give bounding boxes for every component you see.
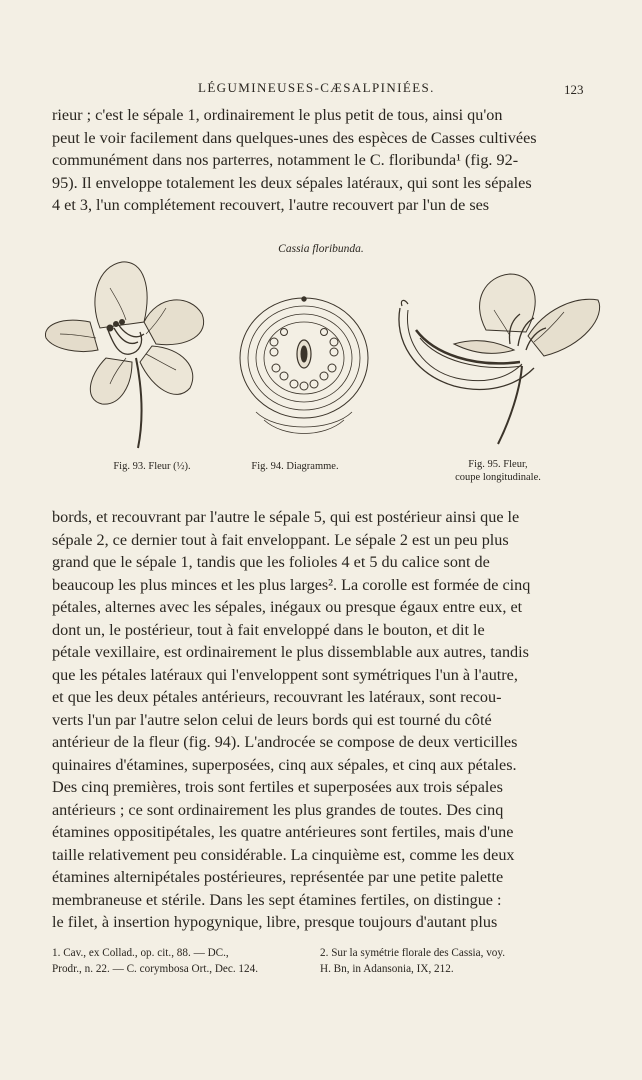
running-head: LÉGUMINEUSES-CÆSALPINIÉES. [198, 80, 435, 95]
text-line: 4 et 3, l'un complétement recouvert, l'autre recouvert par l'un de ses [52, 196, 490, 214]
page-header [0, 80, 642, 100]
footnote-line: 2. Sur la symétrie florale des Cassia, voy. [320, 947, 506, 959]
flower-section-illustration [394, 270, 608, 446]
text-line: peut le voir facilement dans quelques-unes des espèces de Casses cultivées [52, 128, 537, 147]
fig93-caption: Fig. 93. Fleur (½). [113, 461, 191, 472]
footnote-line: H. Bn, in Adansonia, IX, 212. [320, 963, 454, 975]
text-line: beaucoup les plus minces et les plus larges². La corolle est formée de cinq [52, 575, 531, 594]
floral-diagram-illustration [236, 292, 372, 448]
text-line: quinaires d'étamines, superposées, cinq aux sépales, et cinq aux pétales. [52, 755, 517, 774]
text-line: antérieurs ; ce sont ordinairement les plus grandes de toutes. Des cinq [52, 800, 504, 819]
text-line: étamines alternipétales postérieures, représentée par une petite palette [52, 868, 504, 886]
paragraph-top [52, 104, 588, 217]
footnote-2 [320, 945, 588, 977]
text-line: rieur ; c'est le sépale 1, ordinairement le plus petit de tous, ainsi qu'on [52, 106, 503, 124]
text-line: membraneuse et stérile. Dans les sept étamines fertiles, on distingue : [52, 890, 502, 909]
text-line: pétale vexillaire, est ordinairement le plus dissemblable aux autres, tandis [52, 643, 529, 661]
figure-title: Cassia floribunda. [278, 243, 364, 255]
paragraph-main [52, 506, 588, 934]
fig95-caption-line: coupe longitudinale. [455, 472, 541, 483]
text-line: que les pétales latéraux qui l'enveloppent sont symétriques l'un à l'autre, [52, 665, 518, 684]
footnotes [52, 945, 588, 979]
text-line: grand que le sépale 1, tandis que les folioles 4 et 5 du calice sont de [52, 553, 490, 571]
text-line: bords, et recouvrant par l'autre le sépale 5, qui est postérieur ainsi que le [52, 508, 520, 526]
text-line: taille relativement peu considérable. La cinquième est, comme les deux [52, 845, 515, 864]
text-line: étamines oppositipétales, les quatre antérieures sont fertiles, mais d'une [52, 823, 514, 841]
text-line: Des cinq premières, trois sont fertiles et superposées aux trois sépales [52, 778, 503, 796]
text-line: 95). Il enveloppe totalement les deux sépales latéraux, qui sont les sépales [52, 173, 532, 192]
fig95-caption [432, 458, 564, 484]
text-line: le filet, à insertion hypogynique, libre, presque toujours d'autant plus [52, 913, 498, 931]
text-line: sépale 2, ce dernier tout à fait enveloppant. Le sépale 2 est un peu plus [52, 530, 509, 549]
text-line: dont un, le postérieur, tout à fait enveloppé dans le bouton, et dit le [52, 620, 485, 639]
footnote-line: 1. Cav., ex Collad., op. cit., 88. — DC., [52, 947, 229, 959]
fig94-caption: Fig. 94. Diagramme. [251, 461, 339, 472]
axis-dot [302, 297, 306, 301]
footnote-line: Prodr., n. 22. — C. corymbosa Ort., Dec. 124. [52, 963, 259, 975]
fig95-caption-line: Fig. 95. Fleur, [468, 459, 528, 470]
footnote-1 [52, 945, 314, 977]
text-line: verts l'un par l'autre selon celui de leurs bords qui est tourné du côté [52, 710, 492, 729]
text-line: et que les deux pétales antérieurs, recouvrant les latéraux, sont recou- [52, 688, 502, 706]
text-line: antérieur de la fleur (fig. 94). L'androcée se compose de deux verticilles [52, 733, 518, 751]
flower-illustration [40, 258, 210, 450]
page-number: 123 [564, 82, 584, 97]
text-line: communément dans nos parterres, notamment le C. floribunda¹ (fig. 92- [52, 151, 519, 169]
text-line: pétales, alternes avec les sépales, inégaux ou presque égaux entre eux, et [52, 598, 523, 616]
